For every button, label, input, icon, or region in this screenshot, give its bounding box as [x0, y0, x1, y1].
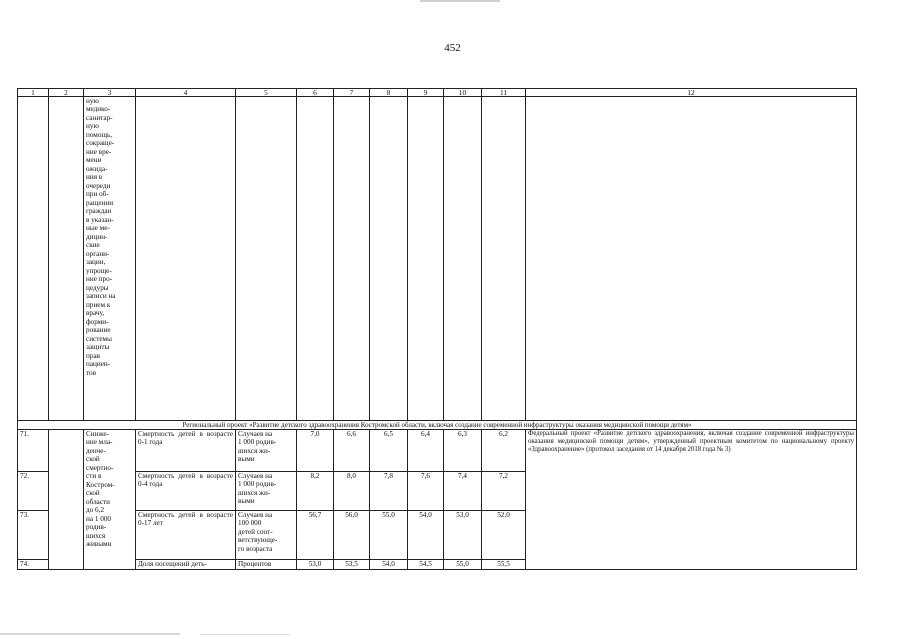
cont-cell-1	[18, 97, 49, 421]
header-col-4: 4	[136, 89, 236, 97]
page-number: 452	[444, 42, 461, 54]
header-col-6: 6	[297, 89, 334, 97]
value-col-11: 6,2	[482, 430, 526, 472]
scan-artifact-bottom-2	[200, 634, 290, 635]
indicator-name: Смертность детей в возрасте 0-17 лет	[136, 511, 236, 560]
value-col-8: 54,0	[370, 560, 408, 570]
row-number: 71.	[18, 430, 49, 472]
header-row	[18, 89, 857, 97]
scan-artifact-bottom	[0, 633, 180, 635]
value-col-8: 6,5	[370, 430, 408, 472]
header-col-3: 3	[84, 89, 136, 97]
value-col-10: 53,0	[444, 511, 482, 560]
row-number: 74.	[18, 560, 49, 570]
value-col-6: 7,0	[297, 430, 334, 472]
value-col-9: 7,6	[408, 472, 444, 511]
goal-text: Сниже- ние мла- денче- ской смертно- сти в Костром- ской области до 6,2 на 1 000 родив- шихся живыми	[84, 430, 136, 570]
cont-cell-12	[526, 97, 857, 421]
project-title: Региональный проект «Развитие детского здравоохранения Костромской области, включая создание современной инфраструктуры оказания медицинской помощи детям»	[18, 421, 857, 430]
indicator-unit: Случаев на 1 000 родив- шихся жи- выми	[236, 472, 297, 511]
project-title-row	[18, 421, 857, 430]
header-col-11: 11	[482, 89, 526, 97]
value-col-9: 54,0	[408, 511, 444, 560]
value-col-11: 55,5	[482, 560, 526, 570]
value-col-10: 55,0	[444, 560, 482, 570]
indicators-table	[17, 88, 857, 570]
value-col-6: 56,7	[297, 511, 334, 560]
value-col-7: 6,6	[334, 430, 370, 472]
value-col-7: 53,5	[334, 560, 370, 570]
cont-cell-2	[49, 97, 84, 421]
scan-artifact-top	[420, 0, 500, 2]
indicator-name: Смертность детей в возрасте 0-4 года	[136, 472, 236, 511]
cont-cell-11	[482, 97, 526, 421]
value-col-11: 7,2	[482, 472, 526, 511]
value-col-10: 6,3	[444, 430, 482, 472]
value-col-11: 52,0	[482, 511, 526, 560]
indicator-unit: Процентов	[236, 560, 297, 570]
goal-text-continued: ную медико- санитар- ную помощь, сокраще- ние вре- мени ожида- ния в очереди при об- ращении граждан в указан- ные ме- дицин- ские органи- зации, упроще- ние про- цедуры записи на прием к врачу, форми- рование системы защиты прав пациен- тов	[84, 97, 136, 421]
indicator-name: Доля посещений деть-	[136, 560, 236, 570]
cont-cell-5	[236, 97, 297, 421]
row-number: 72.	[18, 472, 49, 511]
header-col-1: 1	[18, 89, 49, 97]
cont-cell-7	[334, 97, 370, 421]
value-col-9: 6,4	[408, 430, 444, 472]
indicator-unit: Случаев на 1 000 родив- шихся жи- выми	[236, 430, 297, 472]
cont-cell-6	[297, 97, 334, 421]
source-document: Федеральный проект «Развитие детского здравоохранения, включая создание современной инфраструктуры оказания медицинской помощи детям», утвержденный проектным комитетом по национальному проекту «Здравоохранение» (протокол заседания от 14 декабря 2018 года № 3)	[526, 430, 857, 570]
header-col-7: 7	[334, 89, 370, 97]
header-col-8: 8	[370, 89, 408, 97]
value-col-6: 53,0	[297, 560, 334, 570]
row-number: 73.	[18, 511, 49, 560]
cont-cell-9	[408, 97, 444, 421]
indicator-unit: Случаев на 100 000 детей соот- ветствующе- го возраста	[236, 511, 297, 560]
value-col-9: 54,5	[408, 560, 444, 570]
header-col-10: 10	[444, 89, 482, 97]
value-col-10: 7,4	[444, 472, 482, 511]
cont-cell-8	[370, 97, 408, 421]
header-col-2: 2	[49, 89, 84, 97]
cont-cell-4	[136, 97, 236, 421]
table-row	[18, 430, 857, 472]
value-col-6: 8,2	[297, 472, 334, 511]
continuation-row	[18, 97, 857, 421]
value-col-7: 8,0	[334, 472, 370, 511]
header-col-5: 5	[236, 89, 297, 97]
cont-cell-10	[444, 97, 482, 421]
col-2-empty	[49, 430, 84, 570]
value-col-8: 55,0	[370, 511, 408, 560]
value-col-7: 56,0	[334, 511, 370, 560]
header-col-12: 12	[526, 89, 857, 97]
indicator-name: Смертность детей в возрасте 0-1 года	[136, 430, 236, 472]
value-col-8: 7,8	[370, 472, 408, 511]
header-col-9: 9	[408, 89, 444, 97]
